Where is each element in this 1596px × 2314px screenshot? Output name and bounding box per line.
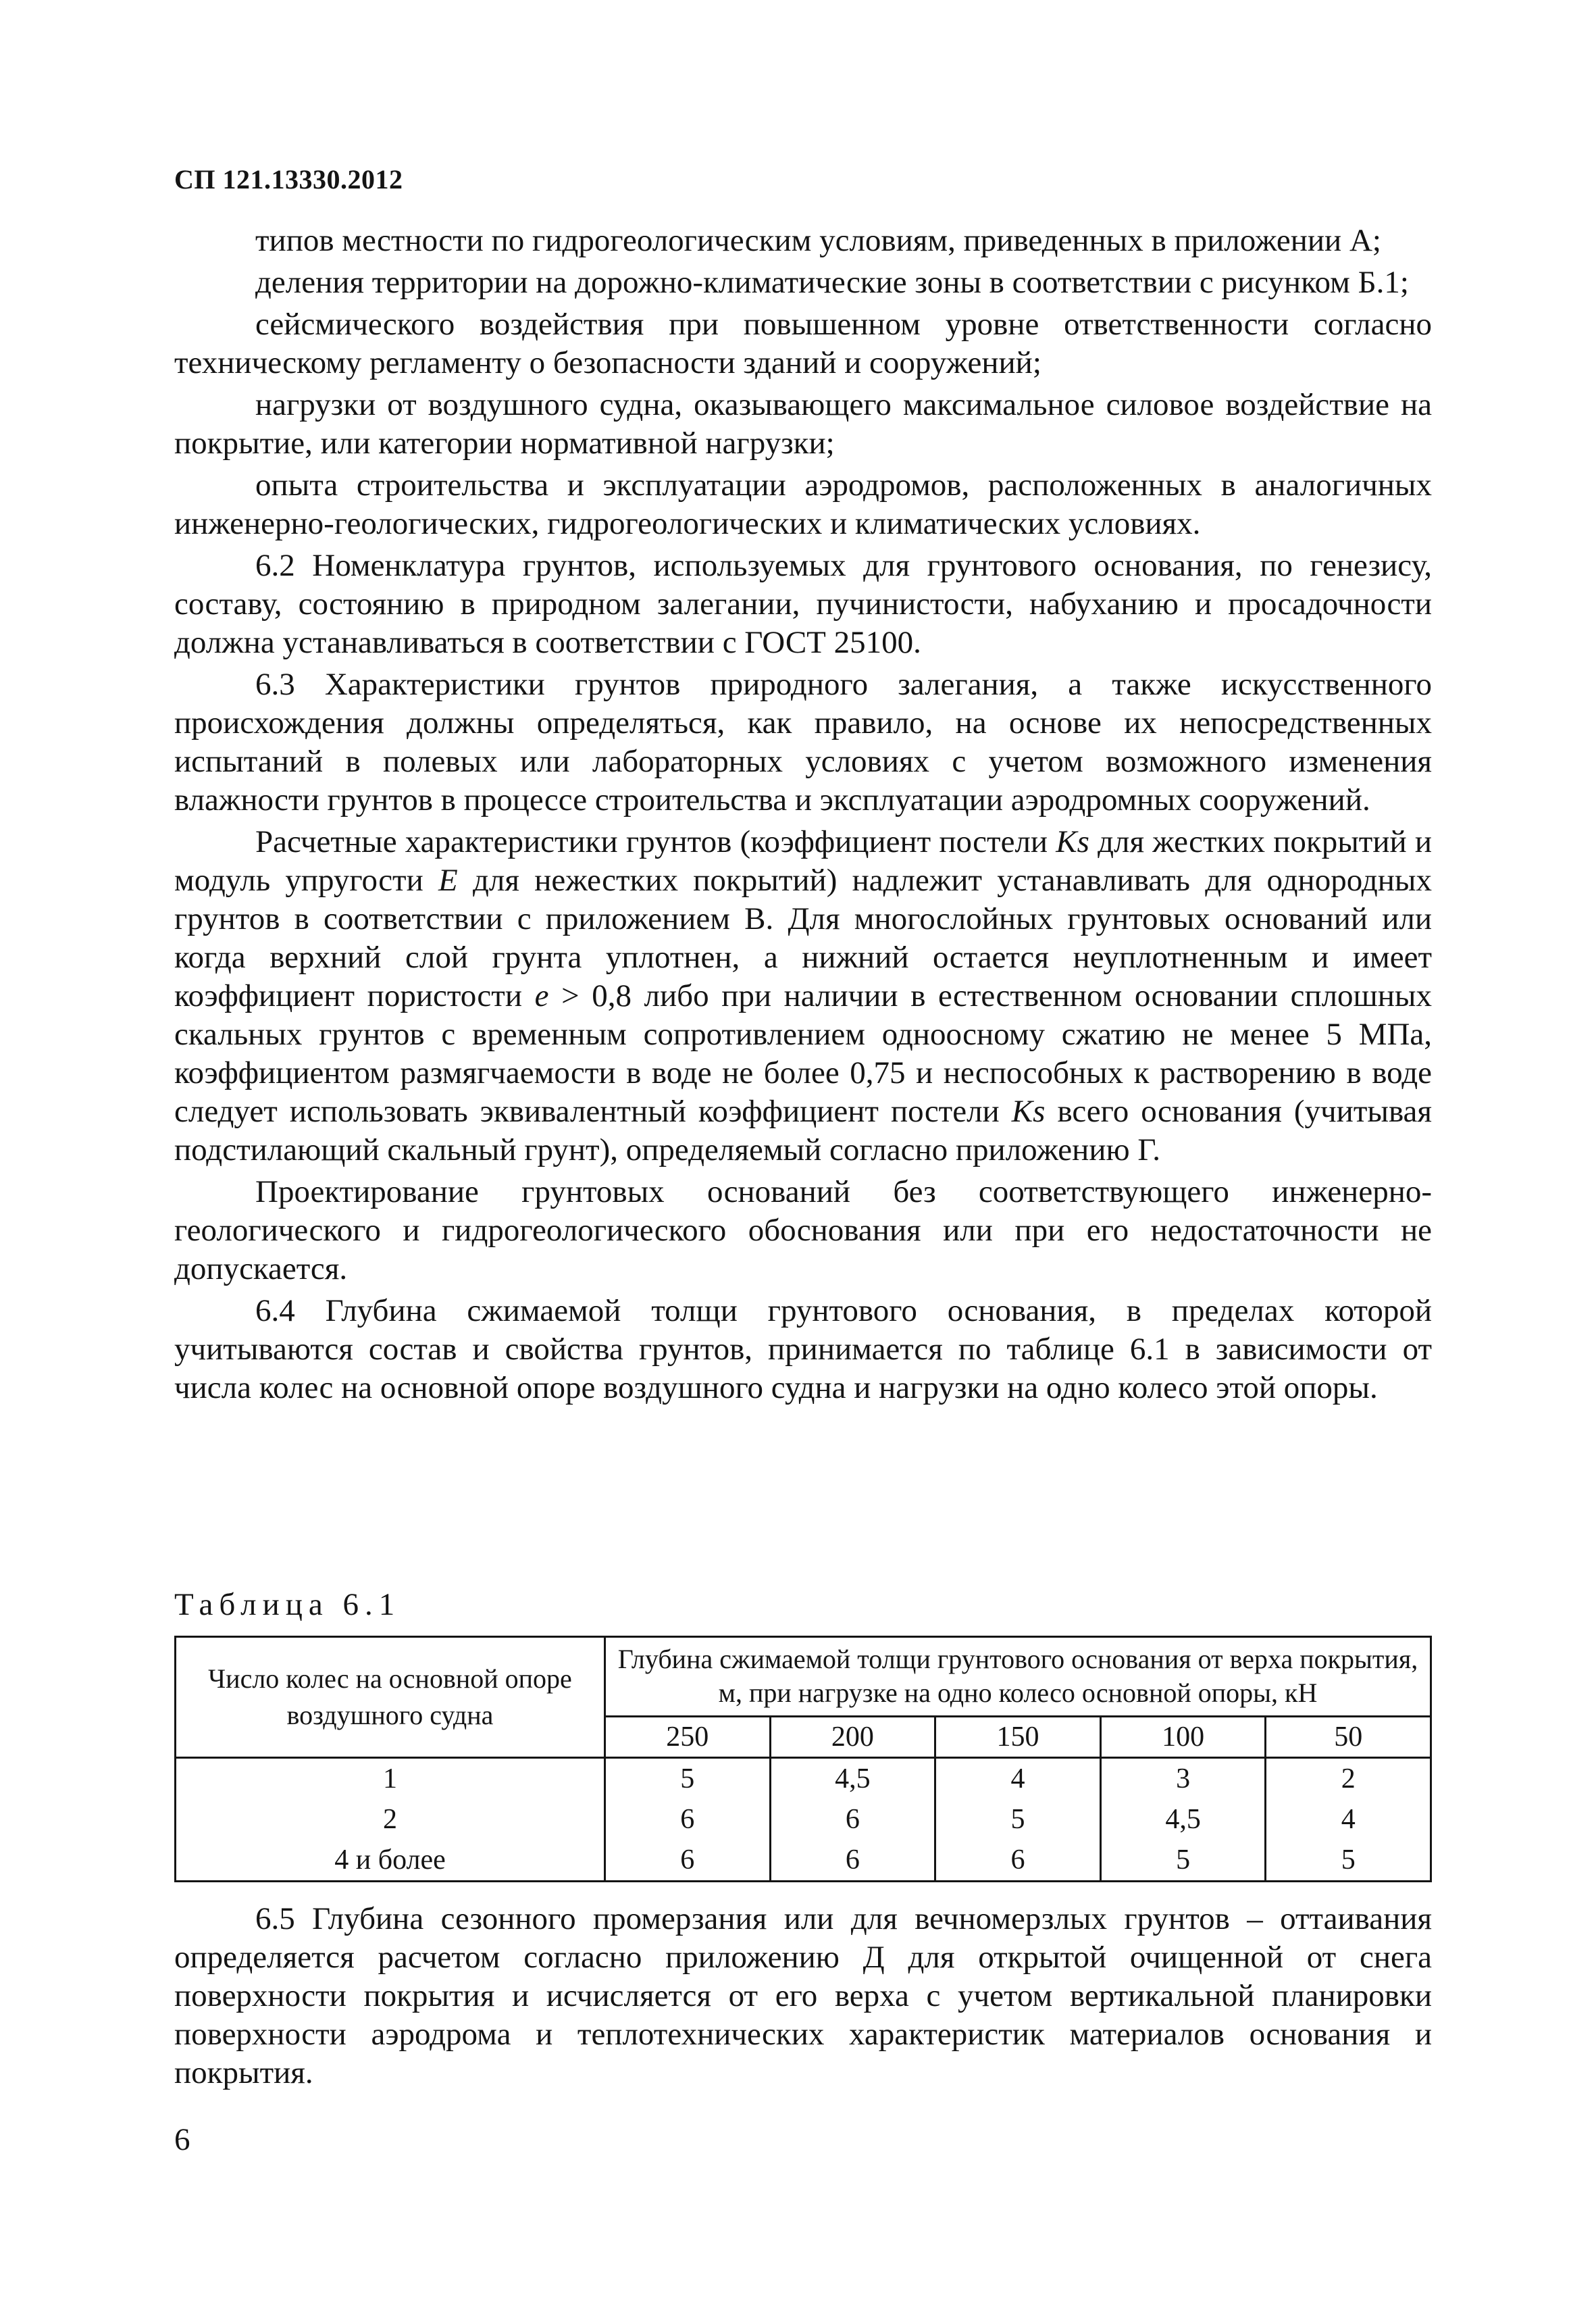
table-header-load: 100 — [1100, 1716, 1266, 1757]
text-after-table — [174, 1900, 1432, 2092]
main-text — [174, 222, 1432, 1407]
table-cell: 5 — [605, 1758, 771, 1800]
table-row — [176, 1799, 1431, 1840]
table-cell: 3 — [1100, 1758, 1266, 1800]
paragraph-hydrogeology: типов местности по гидрогеологическим условиям, приведенных в приложении А; — [255, 223, 1381, 258]
table-cell: 6 — [605, 1840, 771, 1882]
document-code-header: СП 121.13330.2012 — [174, 164, 403, 195]
table-cell: 6 — [935, 1840, 1101, 1882]
table-row — [176, 1758, 1431, 1800]
paragraph-design-prohibition: Проектирование грунтовых оснований без соответствующего инженерно-геологического и гидрогеологического обоснования или при его недостаточности не допускается. — [174, 1174, 1432, 1286]
table-header-load: 50 — [1266, 1716, 1431, 1757]
text-run: всего основания (учитывая подстилающий скальный грунт), определяемый согласно приложению Г. — [174, 1094, 1432, 1167]
table-cell: 4 — [1266, 1799, 1431, 1840]
text-run: Расчетные характеристики грунтов (коэффициент постели — [255, 824, 1056, 859]
table-header-load: 150 — [935, 1716, 1101, 1757]
table-cell: 5 — [1266, 1840, 1431, 1882]
paragraph-experience: опыта строительства и эксплуатации аэродромов, расположенных в аналогичных инженерно-геологических, гидрогеологических и климатических условиях. — [174, 468, 1432, 541]
table-row — [176, 1840, 1431, 1882]
table-cell: 6 — [770, 1799, 935, 1840]
table-cell: 6 — [770, 1840, 935, 1882]
paragraph-design-characteristics — [174, 823, 1432, 1169]
table-cell: 2 — [1266, 1758, 1431, 1800]
table-cell: 4,5 — [1100, 1799, 1266, 1840]
paragraph-6-4: 6.4 Глубина сжимаемой толщи грунтового основания, в пределах которой учитываются состав и свойства грунтов, принимается по таблице 6.1 в зависимости от числа колес на основной опоре воздушного судна и нагрузки на одно колесо этой опоры. — [174, 1293, 1432, 1405]
text-run: > 0,8 либо при наличии в естественном основании сплошных скальных грунтов с временным сопротивлением одноосному сжатию не менее 5 МПа, коэффициентом размягчаемости в воде не более 0,75 и неспособных к растворению в воде следует использовать эквивалентный коэффициент постели — [174, 978, 1432, 1129]
table-cell: 4 — [935, 1758, 1101, 1800]
table-header-wheels: Число колес на основной опоре воздушного судна — [176, 1637, 605, 1758]
symbol-e-modulus: E — [438, 863, 458, 898]
table-cell-wheels: 2 — [176, 1799, 605, 1840]
table-cell: 4,5 — [770, 1758, 935, 1800]
table-cell-wheels: 1 — [176, 1758, 605, 1800]
page-number: 6 — [174, 2122, 190, 2157]
table-cell: 5 — [1100, 1840, 1266, 1882]
text-run: для жестких покрытий и модуль упругости — [174, 824, 1432, 898]
paragraph-seismic: сейсмического воздействия при повышенном уровне ответственности согласно техническому регламенту о безопасности зданий и сооружений; — [174, 307, 1432, 380]
table-header-depth: Глубина сжимаемой толщи грунтового основания от верха покрытия, м, при нагрузке на одно колесо основной опоры, кН — [605, 1637, 1431, 1717]
paragraph-6-3: 6.3 Характеристики грунтов природного залегания, а также искусственного происхождения должны определяться, как правило, на основе их непосредственных испытаний в полевых или лабораторных условиях с учетом возможного изменения влажности грунтов в процессе строительства и эксплуатации аэродромных сооружений. — [174, 667, 1432, 818]
table-header-load: 250 — [605, 1716, 771, 1757]
table-header-load: 200 — [770, 1716, 935, 1757]
table-cell: 5 — [935, 1799, 1101, 1840]
paragraph-6-2: 6.2 Номенклатура грунтов, используемых для грунтового основания, по генезису, составу, состоянию в природном залегании, пучинистости, набуханию и просадочности должна устанавливаться в соответствии с ГОСТ 25100. — [174, 548, 1432, 660]
text-run: для нежестких покрытий) надлежит устанавливать для однородных грунтов в соответствии с приложением В. Для многослойных грунтовых оснований или когда верхний слой грунта уплотнен, а нижний остается неуплотненным и имеет коэффициент пористости — [174, 863, 1432, 1013]
paragraph-6-5: 6.5 Глубина сезонного промерзания или для вечномерзлых грунтов – оттаивания определяется расчетом согласно приложению Д для открытой очищенной от снега поверхности покрытия и исчисляется от его верха с учетом вертикальной планировки поверхности аэродрома и теплотехнических характеристик материалов основания и покрытия. — [174, 1901, 1432, 2090]
symbol-e-porosity: e — [534, 978, 549, 1013]
table-caption: Таблица 6.1 — [174, 1587, 401, 1622]
symbol-ks: Ks — [1011, 1094, 1046, 1129]
paragraph-aircraft-load: нагрузки от воздушного судна, оказывающего максимальное силовое воздействие на покрытие, или категории нормативной нагрузки; — [174, 387, 1432, 461]
paragraph-climate-zones: деления территории на дорожно-климатические зоны в соответствии с рисунком Б.1; — [255, 265, 1409, 300]
table-cell-wheels: 4 и более — [176, 1840, 605, 1882]
compressible-depth-table — [174, 1636, 1432, 1882]
symbol-ks: Ks — [1056, 824, 1089, 859]
table-cell: 6 — [605, 1799, 771, 1840]
